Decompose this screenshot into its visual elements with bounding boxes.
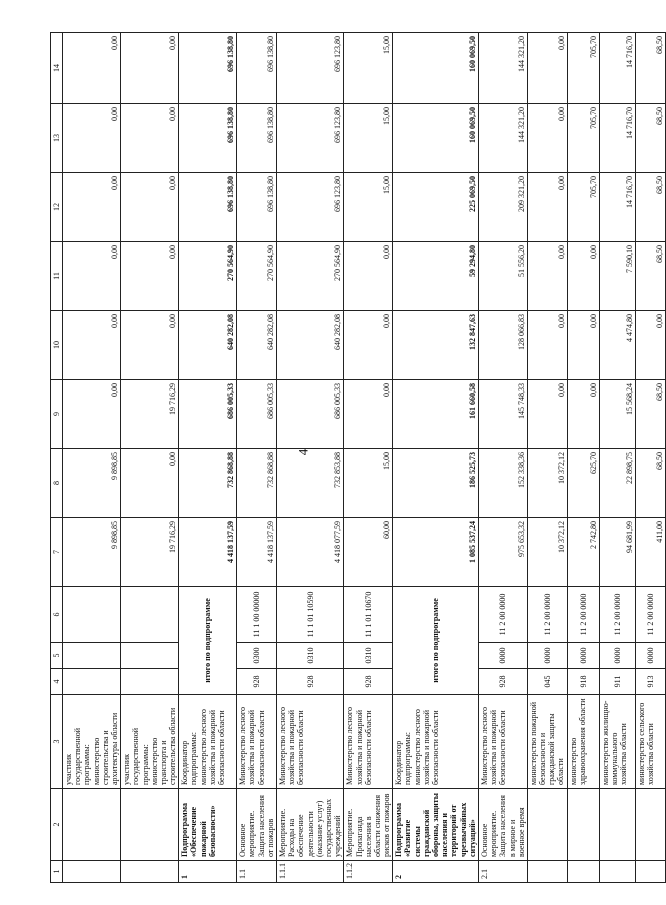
amount-cell: 696 138,80 — [179, 104, 237, 173]
executor-cell: министерство сельского хозяйства области — [635, 695, 665, 789]
program-name-cell — [635, 789, 665, 861]
executor-cell: министерство жилищно-коммунального хозяйства области — [599, 695, 635, 789]
amount-cell: 59 294,80 — [393, 242, 479, 311]
amount-cell: 270 564,90 — [179, 242, 237, 311]
header-cell: 3 — [51, 695, 63, 789]
header-cell: 9 — [51, 380, 63, 449]
amount-cell: 161 660,58 — [393, 380, 479, 449]
amount-cell: 1 085 537,24 — [393, 518, 479, 587]
amount-cell: 14 716,70 — [599, 173, 635, 242]
header-cell: 11 — [51, 242, 63, 311]
program-name-cell — [599, 789, 635, 861]
code-rzpr-cell: 0000 — [478, 643, 527, 669]
header-row — [51, 33, 63, 883]
executor-cell: министерство пожарной безопасности и гражданской защиты области — [527, 695, 567, 789]
amount-cell: 15,00 — [344, 449, 393, 518]
amount-cell: 0,00 — [527, 173, 567, 242]
amount-cell: 0,00 — [63, 242, 121, 311]
program-name-cell: Подпрограмма «Обеспечение пожарной безопасности» — [179, 789, 237, 861]
amount-cell: 0,00 — [527, 242, 567, 311]
amount-cell: 0,00 — [121, 104, 179, 173]
amount-cell: 128 066,83 — [478, 311, 527, 380]
amount-cell: 2 742,80 — [567, 518, 599, 587]
table-row — [393, 33, 479, 883]
code-grbs-cell: 928 — [237, 669, 277, 695]
executor-cell: Координатор подпрограммы: министерство лесного хозяйства и пожарной безопасности области — [179, 695, 237, 789]
amount-cell: 640 282,08 — [277, 311, 344, 380]
amount-cell: 0,00 — [527, 33, 567, 104]
amount-cell: 696 138,80 — [237, 33, 277, 104]
amount-cell: 0,00 — [63, 311, 121, 380]
amount-cell: 19 716,29 — [121, 380, 179, 449]
table-row — [237, 33, 277, 883]
header-cell: 10 — [51, 311, 63, 380]
row-number-cell — [63, 861, 121, 883]
amount-cell: 411,00 — [635, 518, 665, 587]
row-number-cell — [121, 861, 179, 883]
amount-cell: 4 418 137,59 — [237, 518, 277, 587]
amount-cell: 15,00 — [344, 173, 393, 242]
header-cell: 4 — [51, 669, 63, 695]
amount-cell: 0,00 — [567, 242, 599, 311]
amount-cell: 705,70 — [567, 104, 599, 173]
amount-cell: 10 372,12 — [527, 518, 567, 587]
amount-cell: 225 069,50 — [393, 173, 479, 242]
amount-cell: 152 338,36 — [478, 449, 527, 518]
amount-cell: 68,50 — [635, 380, 665, 449]
amount-cell: 4 418 077,59 — [277, 518, 344, 587]
code-grbs-cell: 928 — [478, 669, 527, 695]
table-row — [121, 33, 179, 883]
amount-cell: 145 748,33 — [478, 380, 527, 449]
amount-cell: 15,00 — [344, 33, 393, 104]
table-row — [179, 33, 237, 883]
amount-cell: 270 564,90 — [237, 242, 277, 311]
code-grbs-cell: 913 — [635, 669, 665, 695]
amount-cell: 0,00 — [121, 242, 179, 311]
amount-cell: 975 653,32 — [478, 518, 527, 587]
amount-cell: 0,00 — [121, 311, 179, 380]
amount-cell: 686 005,33 — [277, 380, 344, 449]
amount-cell: 705,70 — [567, 173, 599, 242]
amount-cell: 696 123,80 — [277, 173, 344, 242]
header-cell: 2 — [51, 789, 63, 861]
program-name-cell: Основное мероприятие. Защита населения от пожаров — [237, 789, 277, 861]
amount-cell: 160 069,50 — [393, 33, 479, 104]
amount-cell: 15 568,24 — [599, 380, 635, 449]
table-row — [63, 33, 121, 883]
code-csr-cell: 11 2 00 0000 — [478, 587, 527, 643]
amount-cell: 0,00 — [567, 311, 599, 380]
amount-cell: 0,00 — [63, 104, 121, 173]
executor-cell: Координатор подпрограммы: министерство лесного хозяйства и пожарной безопасности области — [393, 695, 479, 789]
code-grbs-cell: 045 — [527, 669, 567, 695]
code-csr-cell: 11 2 00 0000 — [527, 587, 567, 643]
amount-cell: 732 868,88 — [237, 449, 277, 518]
amount-cell: 0,00 — [344, 242, 393, 311]
table-row — [635, 33, 665, 883]
executor-cell: Министерство лесного хозяйства и пожарной безопасности области — [344, 695, 393, 789]
table-row — [599, 33, 635, 883]
code-csr-cell: 11 1 00 00000 — [237, 587, 277, 643]
code-rzpr-cell: 0310 — [344, 643, 393, 669]
header-cell: 1 — [51, 861, 63, 883]
amount-cell: 14 716,70 — [599, 104, 635, 173]
row-number-cell — [567, 861, 599, 883]
amount-cell: 0,00 — [121, 449, 179, 518]
rotated-table-wrapper — [50, 33, 666, 883]
amount-cell: 0,00 — [344, 380, 393, 449]
code-csr-cell: 11 2 00 0000 — [567, 587, 599, 643]
code-rzpr-cell: 0300 — [237, 643, 277, 669]
row-number-cell: 1.1.1 — [277, 861, 344, 883]
table-row — [567, 33, 599, 883]
program-name-cell — [527, 789, 567, 861]
amount-cell: 160 069,50 — [393, 104, 479, 173]
row-number-cell: 1 — [179, 861, 237, 883]
table-row — [527, 33, 567, 883]
row-number-cell: 1.1.2 — [344, 861, 393, 883]
amount-cell: 14 716,70 — [599, 33, 635, 104]
amount-cell: 0,00 — [527, 380, 567, 449]
amount-cell: 696 123,80 — [277, 33, 344, 104]
amount-cell: 4 418 137,59 — [179, 518, 237, 587]
row-number-cell: 1.1 — [237, 861, 277, 883]
code-csr-cell: 11 1 01 10670 — [344, 587, 393, 643]
code-grbs-cell — [121, 669, 179, 695]
amount-cell: 209 321,20 — [478, 173, 527, 242]
code-grbs-cell: 928 — [344, 669, 393, 695]
amount-cell: 68,50 — [635, 242, 665, 311]
row-number-cell — [599, 861, 635, 883]
amount-cell: 19 716,29 — [121, 518, 179, 587]
program-name-cell: Мероприятие. Пропаганда населения в области снижения рисков от пожаров — [344, 789, 393, 861]
executor-cell: участник государственной программы: министерство строительства и архитектуры области — [63, 695, 121, 789]
amount-cell: 7 590,10 — [599, 242, 635, 311]
code-grbs-cell — [63, 669, 121, 695]
program-name-cell: Основное мероприятие. Защита населения в мирное и военное время — [478, 789, 527, 861]
header-cell: 5 — [51, 643, 63, 669]
header-cell: 8 — [51, 449, 63, 518]
amount-cell: 68,50 — [635, 449, 665, 518]
code-csr-cell: 11 2 00 0000 — [599, 587, 635, 643]
amount-cell: 132 847,63 — [393, 311, 479, 380]
amount-cell: 696 138,80 — [237, 104, 277, 173]
code-rzpr-cell: 0310 — [277, 643, 344, 669]
code-csr-cell: 11 2 00 0000 — [635, 587, 665, 643]
amount-cell: 732 853,88 — [277, 449, 344, 518]
code-rzpr-cell: 0000 — [527, 643, 567, 669]
amount-cell: 0,00 — [121, 173, 179, 242]
amount-cell: 0,00 — [121, 33, 179, 104]
executor-cell: Министерство лесного хозяйства и пожарной безопасности области — [277, 695, 344, 789]
budget-table — [50, 32, 666, 883]
amount-cell: 686 005,33 — [179, 380, 237, 449]
subtotal-label-cell: итого по подпрограмме — [179, 587, 237, 695]
amount-cell: 0,00 — [63, 173, 121, 242]
program-name-cell: Мероприятие. Расходы на обеспечение деятельности (оказание услуг) государственных учреждений — [277, 789, 344, 861]
code-rzpr-cell — [121, 643, 179, 669]
amount-cell: 68,50 — [635, 33, 665, 104]
row-number-cell: 2 — [393, 861, 479, 883]
amount-cell: 22 898,75 — [599, 449, 635, 518]
code-rzpr-cell — [63, 643, 121, 669]
amount-cell: 0,00 — [567, 380, 599, 449]
amount-cell: 732 868,88 — [179, 449, 237, 518]
amount-cell: 0,00 — [635, 311, 665, 380]
page-number: 4 — [295, 448, 311, 456]
amount-cell: 186 525,73 — [393, 449, 479, 518]
amount-cell: 0,00 — [527, 104, 567, 173]
header-cell: 13 — [51, 104, 63, 173]
table-body — [63, 33, 666, 883]
program-name-cell: Подпрограмма «Развитие системы гражданской обороны, защиты населения и территорий от чрезвычайных ситуаций» — [393, 789, 479, 861]
amount-cell: 9 898,85 — [63, 449, 121, 518]
amount-cell: 686 005,33 — [237, 380, 277, 449]
amount-cell: 0,00 — [63, 380, 121, 449]
header-cell: 7 — [51, 518, 63, 587]
amount-cell: 696 138,80 — [237, 173, 277, 242]
amount-cell: 696 123,80 — [277, 104, 344, 173]
header-cell: 12 — [51, 173, 63, 242]
program-name-cell — [567, 789, 599, 861]
program-name-cell — [63, 789, 121, 861]
amount-cell: 10 372,12 — [527, 449, 567, 518]
amount-cell: 94 681,99 — [599, 518, 635, 587]
code-csr-cell — [121, 587, 179, 643]
code-rzpr-cell: 0000 — [567, 643, 599, 669]
amount-cell: 60,00 — [344, 518, 393, 587]
amount-cell: 640 282,08 — [237, 311, 277, 380]
code-rzpr-cell: 0000 — [599, 643, 635, 669]
amount-cell: 144 321,20 — [478, 104, 527, 173]
amount-cell: 9 898,85 — [63, 518, 121, 587]
code-csr-cell: 11 1 01 10590 — [277, 587, 344, 643]
amount-cell: 270 564,90 — [277, 242, 344, 311]
amount-cell: 15,00 — [344, 104, 393, 173]
amount-cell: 68,50 — [635, 104, 665, 173]
executor-cell: Министерство лесного хозяйства и пожарной безопасности области — [237, 695, 277, 789]
table-row — [277, 33, 344, 883]
code-grbs-cell: 928 — [277, 669, 344, 695]
code-grbs-cell: 911 — [599, 669, 635, 695]
row-number-cell — [527, 861, 567, 883]
amount-cell: 51 556,20 — [478, 242, 527, 311]
amount-cell: 696 138,80 — [179, 33, 237, 104]
amount-cell: 0,00 — [63, 33, 121, 104]
program-name-cell — [121, 789, 179, 861]
subtotal-label-cell: итого по подпрограмме — [393, 587, 479, 695]
executor-cell: Министерство лесного хозяйства и пожарной безопасности области — [478, 695, 527, 789]
code-grbs-cell: 918 — [567, 669, 599, 695]
executor-cell: министерство здравоохранения области — [567, 695, 599, 789]
amount-cell: 0,00 — [527, 311, 567, 380]
amount-cell: 705,70 — [567, 33, 599, 104]
table-row — [344, 33, 393, 883]
row-number-cell — [635, 861, 665, 883]
amount-cell: 625,70 — [567, 449, 599, 518]
executor-cell: участник государственной программы: министерство транспорта и строительства области — [121, 695, 179, 789]
amount-cell: 68,50 — [635, 173, 665, 242]
code-csr-cell — [63, 587, 121, 643]
header-cell: 6 — [51, 587, 63, 643]
row-number-cell: 2.1 — [478, 861, 527, 883]
amount-cell: 144 321,20 — [478, 33, 527, 104]
amount-cell: 696 138,80 — [179, 173, 237, 242]
amount-cell: 640 282,08 — [179, 311, 237, 380]
code-rzpr-cell: 0000 — [635, 643, 665, 669]
amount-cell: 0,00 — [344, 311, 393, 380]
header-cell: 14 — [51, 33, 63, 104]
amount-cell: 4 474,80 — [599, 311, 635, 380]
table-row — [478, 33, 527, 883]
